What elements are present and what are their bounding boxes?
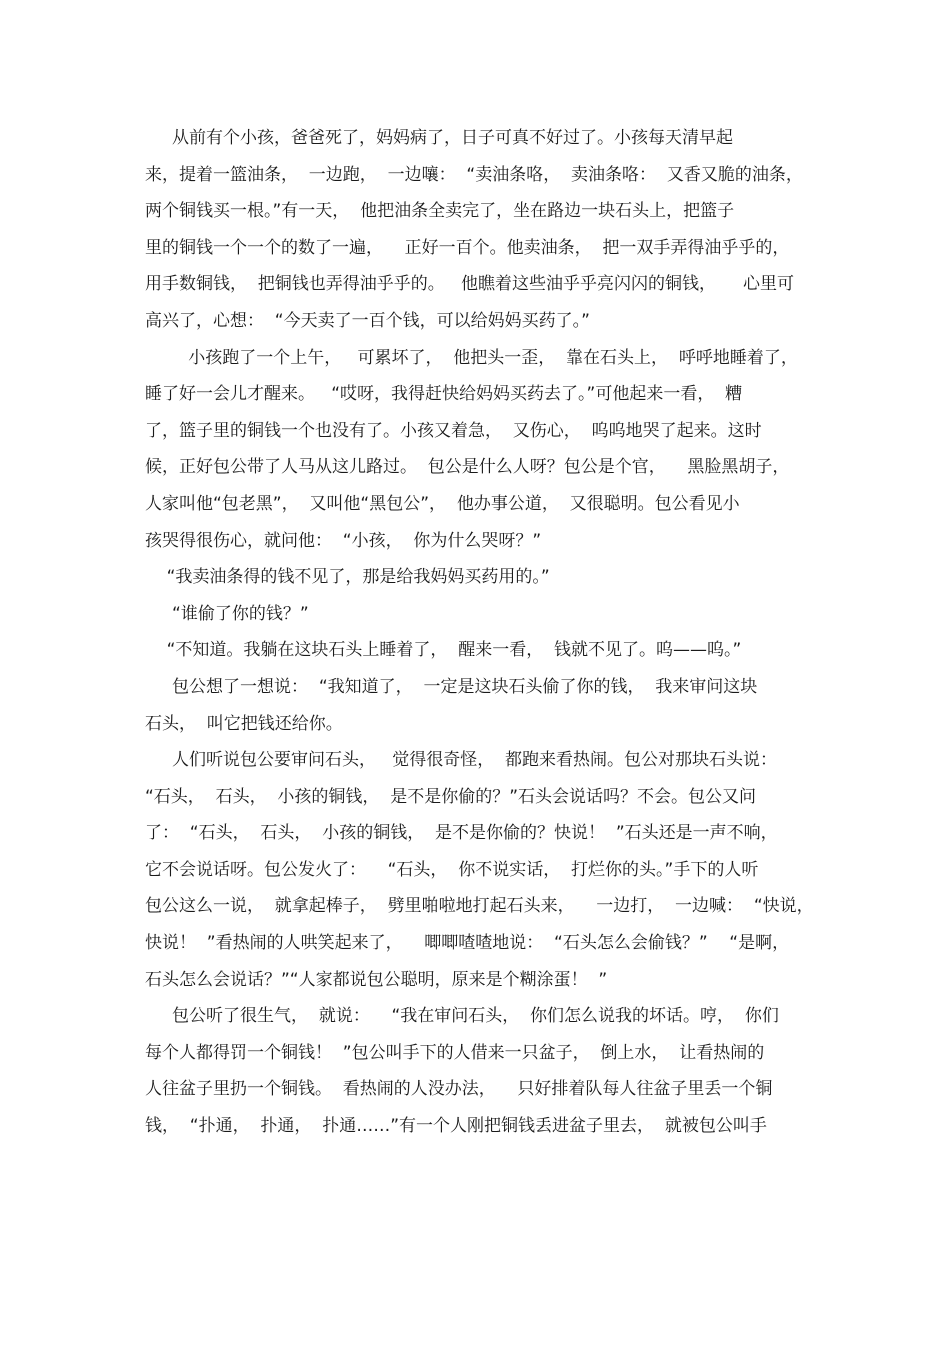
text-line: 了，篮子里的铜钱一个也没有了。小孩又着急， 又伤心， 呜呜地哭了起来。这时 [145,420,762,441]
text-line: 它不会说话呀。包公发火了： “石头， 你不说实话， 打烂你的头。”手下的人听 [145,859,759,880]
text-line: “不知道。我躺在这块石头上睡着了， 醒来一看， 钱就不见了。呜——呜。” [145,640,742,661]
text-line: 石头怎么会说话？”“人家都说包公聪明，原来是个糊涂蛋！ ” [145,969,608,990]
text-line: 包公想了一想说： “我知道了， 一定是这块石头偷了你的钱， 我来审问这块 [145,676,758,697]
text-line: 高兴了，心想： “今天卖了一百个钱，可以给妈妈买药了。” [145,310,590,331]
text-line: 来，提着一篮油条， 一边跑， 一边嚷： “卖油条咯， 卖油条咯： 又香又脆的油条， [145,164,803,185]
text-line: 石头， 叫它把钱还给你。 [145,713,343,734]
text-line: 快说！ ”看热闹的人哄笑起来了， 唧唧喳喳地说： “石头怎么会偷钱？” “是啊， [145,933,790,954]
text-line: 包公听了很生气， 就说： “我在审问石头， 你们怎么说我的坏话。哼， 你们 [145,1006,779,1027]
text-line: 包公这么一说， 就拿起棒子， 劈里啪啦地打起石头来， 一边打， 一边喊： “快说， [145,896,814,917]
text-line: 两个铜钱买一根。”有一天， 他把油条全卖完了，坐在路边一块石头上，把篮子 [145,201,735,222]
text-line: 人家叫他“包老黑”， 又叫他“黑包公”， 他办事公道， 又很聪明。包公看见小 [145,493,740,514]
text-line: 孩哭得很伤心，就问他： “小孩， 你为什么哭呀？” [145,530,542,551]
story-text [145,120,814,1145]
text-line: 小孩跑了一个上午， 可累坏了， 他把头一歪， 靠在石头上， 呼呼地睡着了， [145,347,798,368]
text-line: “石头， 石头， 小孩的铜钱， 是不是你偷的？”石头会说话吗？不会。包公又问 [145,786,757,807]
text-line: “我卖油条得的钱不见了，那是给我妈妈买药用的。” [145,567,550,588]
text-line: 用手数铜钱， 把铜钱也弄得油乎乎的。 他瞧着这些油乎乎亮闪闪的铜钱， 心里可 [145,274,795,295]
text-line: 人往盆子里扔一个铜钱。 看热闹的人没办法， 只好排着队每人往盆子里丢一个铜 [145,1079,773,1100]
text-line: 里的铜钱一个一个的数了一遍， 正好一百个。他卖油条， 把一双手弄得油乎乎的， [145,237,790,258]
text-line: 睡了好一会儿才醒来。 “哎呀，我得赶快给妈妈买药去了。”可他起来一看， 糟 [145,384,743,405]
text-line: 每个人都得罚一个铜钱！ ”包公叫手下的人借来一只盆子， 倒上水， 让看热闹的 [145,1042,765,1063]
text-line: 候，正好包公带了人马从这儿路过。 包公是什么人呀？包公是个官， 黑脸黑胡子， [145,457,790,478]
text-line: 从前有个小孩，爸爸死了，妈妈病了，日子可真不好过了。小孩每天清早起 [145,128,734,148]
text-line: 钱， “扑通， 扑通， 扑通……”有一个人刚把铜钱丢进盆子里去， 就被包公叫手 [145,1116,767,1137]
text-line: 了： “石头， 石头， 小孩的铜钱， 是不是你偷的？快说！ ”石头还是一声不响， [145,823,778,844]
text-line: “谁偷了你的钱？” [145,603,309,624]
text-line: 人们听说包公要审问石头， 觉得很奇怪， 都跑来看热闹。包公对那块石头说： [145,750,778,771]
